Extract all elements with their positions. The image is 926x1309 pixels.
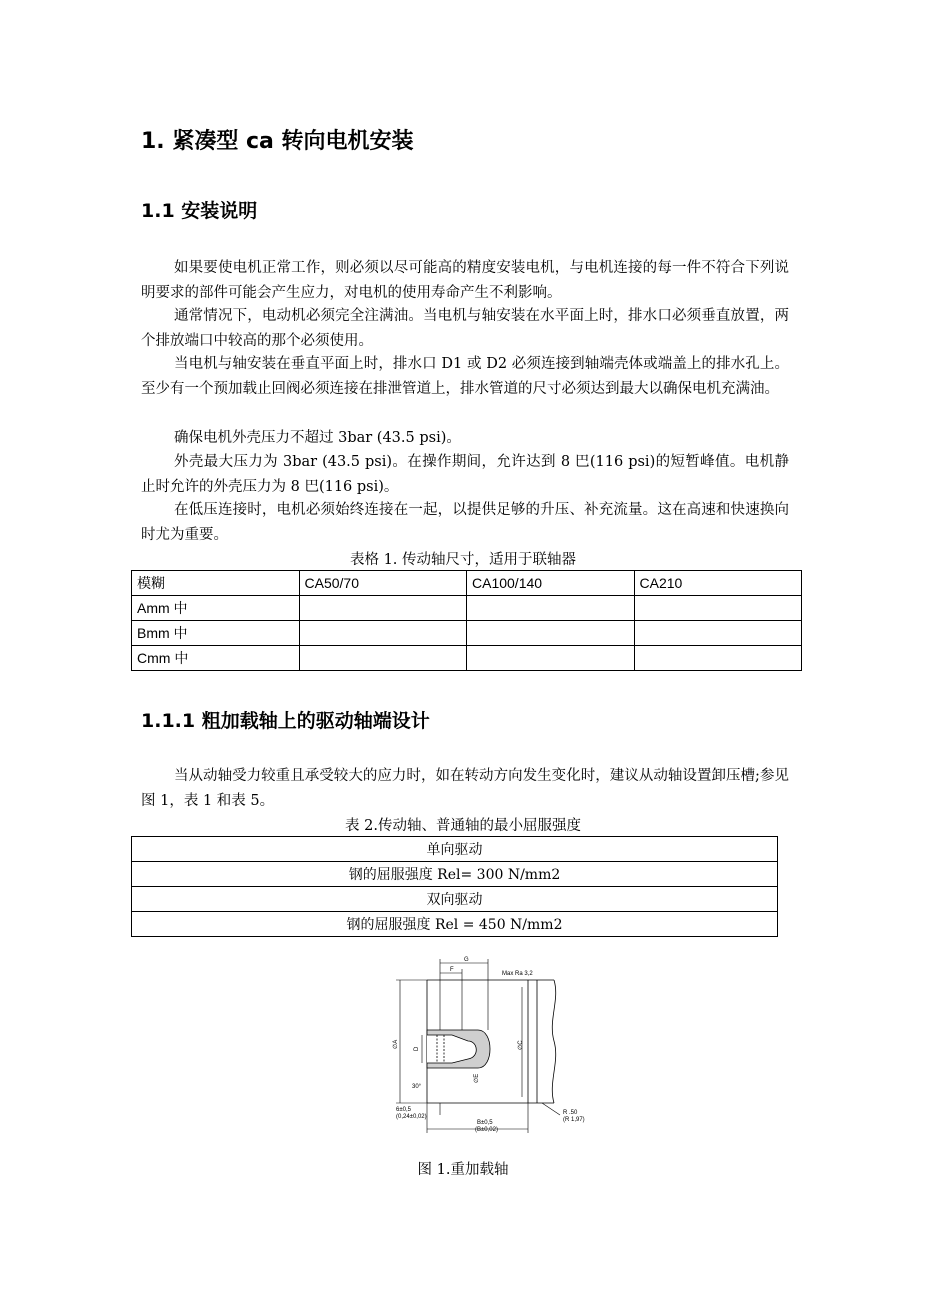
table-header-cell: 模糊: [132, 571, 300, 596]
table-row: [132, 912, 778, 937]
table-row: [132, 596, 802, 621]
table-header-cell: CA50/70: [299, 571, 467, 596]
table-cell: [299, 621, 467, 646]
table-row: [132, 887, 778, 912]
figure-caption: 图 1.重加载轴: [417, 1162, 509, 1178]
label-b: B±0,5: [477, 1120, 493, 1126]
label-g: G: [464, 957, 469, 963]
table1-caption: 表格 1. 传动轴尺寸，适用于联轴器: [349, 552, 577, 568]
table-cell: [467, 621, 635, 646]
table-cell: 钢的屈服强度 Rel = 450 N/mm2: [132, 912, 778, 937]
dim-g-lines: [440, 959, 488, 1030]
table-cell: [634, 621, 802, 646]
table-cell: Amm 中: [132, 596, 300, 621]
label-r-inch: (R 1,97): [563, 1117, 585, 1123]
paragraph-shaft: 当从动轴受力较重且承受较大的应力时，如在转动方向发生变化时，建议从动轴设置卸压槽;参见图 1，表 1 和表 5。: [141, 768, 789, 809]
paragraph-4: 确保电机外壳压力不超过 3bar (43.5 psi)。: [174, 430, 461, 446]
table-header-cell: CA210: [634, 571, 802, 596]
label-c: ∅C: [518, 1040, 524, 1050]
yield-strength-table: [131, 836, 778, 937]
paragraph-6: 在低压连接时，电机必须始终连接在一起，以提供足够的升压、补充流量。这在高速和快速换向时尤为重要。: [141, 502, 789, 543]
heading-install-instructions: 1.1 安装说明: [141, 200, 258, 222]
paragraph-1: 如果要使电机正常工作，则必须以尽可能高的精度安装电机，与电机连接的每一件不符合下列说明要求的部件可能会产生应力，对电机的使用寿命产生不利影响。: [141, 260, 789, 301]
label-d: D: [414, 1046, 420, 1051]
table-cell: 双向驱动: [132, 887, 778, 912]
label-b-inch: (B±0,02): [475, 1127, 498, 1133]
heading-drive-shaft-design: 1.1.1 粗加载轴上的驱动轴端设计: [141, 710, 430, 732]
table-cell: [467, 646, 635, 671]
label-tol: 6±0,5: [396, 1107, 411, 1113]
relief-groove: [528, 980, 537, 1103]
table-cell: [634, 596, 802, 621]
heavy-load-shaft-drawing: [382, 955, 602, 1140]
paragraph-5: 外壳最大压力为 3bar (43.5 psi)。在操作期间，允许达到 8 巴(116 psi)的短暂峰值。电机静止时允许的外壳压力为 8 巴(116 psi)。: [141, 454, 789, 495]
table-cell: Bmm 中: [132, 621, 300, 646]
table-row: [132, 621, 802, 646]
table2-caption: 表 2.传动轴、普通轴的最小屈服强度: [345, 818, 581, 834]
paragraph-3: 当电机与轴安装在垂直平面上时，排水口 D1 或 D2 必须连接到轴端壳体或端盖上的排水孔上。至少有一个预加载止回阀必须连接在排泄管道上，排水管道的尺寸必须达到最大以确保电机充满油。: [141, 356, 789, 397]
break-line: [552, 980, 555, 1103]
label-f: F: [450, 967, 454, 973]
table-cell: [467, 596, 635, 621]
table-row: [132, 862, 778, 887]
table-cell: 钢的屈服强度 Rel= 300 N/mm2: [132, 862, 778, 887]
table-header-row: [132, 571, 802, 596]
dim-f-lines: [440, 969, 462, 1030]
table-row: [132, 837, 778, 862]
table-cell: Cmm 中: [132, 646, 300, 671]
table-cell: [299, 596, 467, 621]
table-row: [132, 646, 802, 671]
shaft-dimension-table: [131, 570, 802, 671]
label-a: ∅A: [393, 1039, 399, 1049]
paragraph-2: 通常情况下，电动机必须完全注满油。当电机与轴安装在水平面上时，排水口必须垂直放置，两个排放端口中较高的那个必须使用。: [141, 308, 789, 349]
label-tol-inch: (0,24±0,02): [396, 1114, 427, 1120]
label-e: ∅E: [474, 1073, 480, 1083]
table-cell: [299, 646, 467, 671]
table-cell: 单向驱动: [132, 837, 778, 862]
label-r: R .50: [563, 1110, 578, 1116]
label-max-ra: Max Ra 3,2: [502, 971, 533, 977]
heading-compact-motor-install: 1. 紧凑型 ca 转向电机安装: [141, 129, 414, 154]
label-angle: 30°: [412, 1084, 422, 1090]
table-header-cell: CA100/140: [467, 571, 635, 596]
table-cell: [634, 646, 802, 671]
radius-leader: [542, 1103, 560, 1115]
